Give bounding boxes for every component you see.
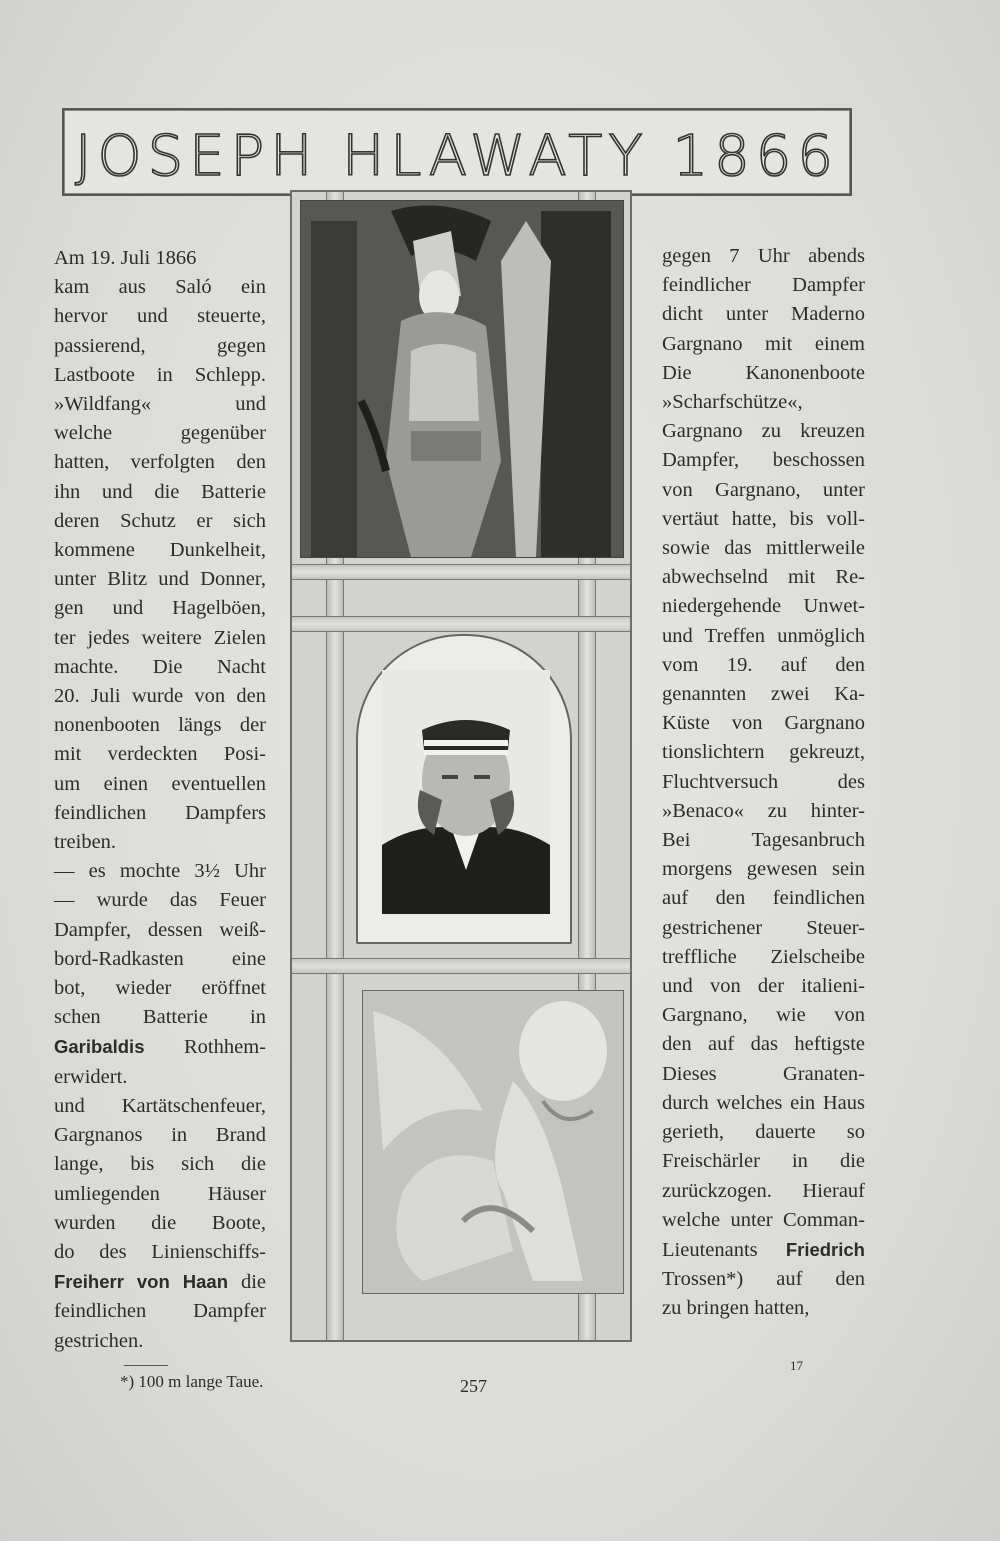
text-line: Fluchtversuch des xyxy=(662,770,865,793)
text-line: Garibaldis Rothhem- xyxy=(54,1036,266,1059)
text-line: bord-Radkasten eine xyxy=(54,947,266,970)
text-line: ihn und die Batterie xyxy=(54,480,266,503)
footnote-rule xyxy=(124,1365,168,1366)
text-line: Küste von Gargnano xyxy=(662,712,865,735)
text-line: tionslichtern gekreuzt, xyxy=(662,741,865,764)
text-line: auf den feindlichen xyxy=(662,887,865,910)
panel-beam xyxy=(292,958,630,974)
text-line: erwidert. xyxy=(54,1065,128,1088)
footnote: *) 100 m lange Taue. xyxy=(120,1372,264,1391)
text-line: Dampfer, dessen weiß- xyxy=(54,918,266,941)
text-line: Bei Tagesanbruch xyxy=(662,829,865,852)
text-line: Dampfer, beschossen xyxy=(662,449,865,472)
text-line: Gargnano zu kreuzen xyxy=(662,420,865,443)
winged-lion-illustration xyxy=(362,990,624,1294)
armored-figure-illustration xyxy=(300,200,624,558)
text-line: dicht unter Maderno xyxy=(662,303,865,326)
text-line: um einen eventuellen xyxy=(54,772,266,795)
text-line: lange, bis sich die xyxy=(54,1153,266,1176)
text-line: den auf das heftigste xyxy=(662,1033,865,1056)
text-line: deren Schutz er sich xyxy=(54,509,266,532)
text-line: vertäut hatte, bis voll- xyxy=(662,507,865,530)
text-line: genannten zwei Ka- xyxy=(662,683,865,706)
text-line: »Wildfang« und xyxy=(54,393,266,416)
text-line: mit verdeckten Posi- xyxy=(54,743,266,766)
text-line: sowie das mittlerweile xyxy=(662,537,865,560)
text-line: gerieth, dauerte so xyxy=(662,1121,865,1144)
text-line: ter jedes weitere Zielen xyxy=(54,626,266,649)
text-line: gestrichen. xyxy=(54,1329,144,1352)
text-line: abwechselnd mit Re- xyxy=(662,566,865,589)
text-line: Gargnano, wie von xyxy=(662,1004,865,1027)
text-line: gestrichener Steuer- xyxy=(662,916,865,939)
text-line: hervor und steuerte, xyxy=(54,305,266,328)
text-line: umliegenden Häuser xyxy=(54,1182,266,1205)
signature-mark: 17 xyxy=(790,1358,803,1373)
text-line: morgens gewesen sein xyxy=(662,858,865,881)
text-line: und Kartätschenfeuer, xyxy=(54,1094,266,1117)
text-line: Am 19. Juli 1866 xyxy=(54,247,197,269)
text-line: feindlichen Dampfers xyxy=(54,801,266,824)
officer-portrait-photo xyxy=(382,670,550,914)
text-line: Die Kanonenboote xyxy=(662,361,865,384)
text-line: hatten, verfolgten den xyxy=(54,451,266,474)
text-line: zu bringen hatten, xyxy=(662,1297,810,1320)
text-line: »Scharfschütze«, xyxy=(662,391,803,414)
text-line: Lieutenants Friedrich xyxy=(662,1238,865,1261)
text-line: gegen 7 Uhr abends xyxy=(662,245,865,267)
text-line: bot, wieder eröffnet xyxy=(54,977,266,1000)
text-line: nonenbooten längs der xyxy=(54,714,266,737)
text-line: wurden die Boote, xyxy=(54,1211,266,1234)
text-line: kam aus Saló ein xyxy=(54,276,266,299)
text-line: vom 19. auf den xyxy=(662,653,865,676)
text-line: schen Batterie in xyxy=(54,1006,266,1029)
text-line: »Benaco« zu hinter- xyxy=(662,799,865,822)
text-line: unter Blitz und Donner, xyxy=(54,568,266,591)
panel-beam xyxy=(292,616,630,632)
title-banner xyxy=(62,108,852,196)
text-line: do des Linienschiffs- xyxy=(54,1240,266,1263)
text-line: gen und Hagelböen, xyxy=(54,597,266,620)
text-line: Freiherr von Haan die xyxy=(54,1271,267,1294)
text-line: durch welches ein Haus xyxy=(662,1091,865,1114)
text-line: treiben. xyxy=(54,831,117,854)
text-line: — es mochte 3½ Uhr xyxy=(54,860,266,883)
text-line: und von der italieni- xyxy=(662,975,865,998)
text-line: Dieses Granaten- xyxy=(662,1062,865,1085)
text-line: Freischärler in die xyxy=(662,1150,865,1173)
text-line: kommene Dunkelheit, xyxy=(54,539,266,562)
left-text-column xyxy=(54,244,266,1356)
illustration-panel xyxy=(290,190,632,1342)
text-line: Trossen*) auf den xyxy=(662,1268,865,1291)
panel-beam xyxy=(292,564,630,580)
text-line: welche unter Comman- xyxy=(662,1208,865,1231)
text-line: machte. Die Nacht xyxy=(54,655,266,678)
page-title: JOSEPH HLAWATY 1866 xyxy=(74,124,840,189)
text-line: Gargnano mit einem xyxy=(662,332,865,355)
text-line: passierend, gegen xyxy=(54,334,266,357)
text-line: von Gargnano, unter xyxy=(662,478,865,501)
right-text-column xyxy=(662,242,865,1324)
text-line: welche gegenüber xyxy=(54,422,266,445)
text-line: treffliche Zielscheibe xyxy=(662,945,865,968)
text-line: zurückzogen. Hierauf xyxy=(662,1179,865,1202)
text-line: feindlichen Dampfer xyxy=(54,1300,266,1323)
text-line: und Treffen unmöglich xyxy=(662,624,865,647)
text-line: feindlicher Dampfer xyxy=(662,274,865,297)
text-line: Gargnanos in Brand xyxy=(54,1124,266,1147)
text-line: — wurde das Feuer xyxy=(54,889,266,912)
text-line: 20. Juli wurde von den xyxy=(54,685,266,708)
text-line: niedergehende Unwet- xyxy=(662,595,865,618)
text-line: Lastboote in Schlepp. xyxy=(54,363,266,386)
page-number: 257 xyxy=(460,1376,487,1396)
